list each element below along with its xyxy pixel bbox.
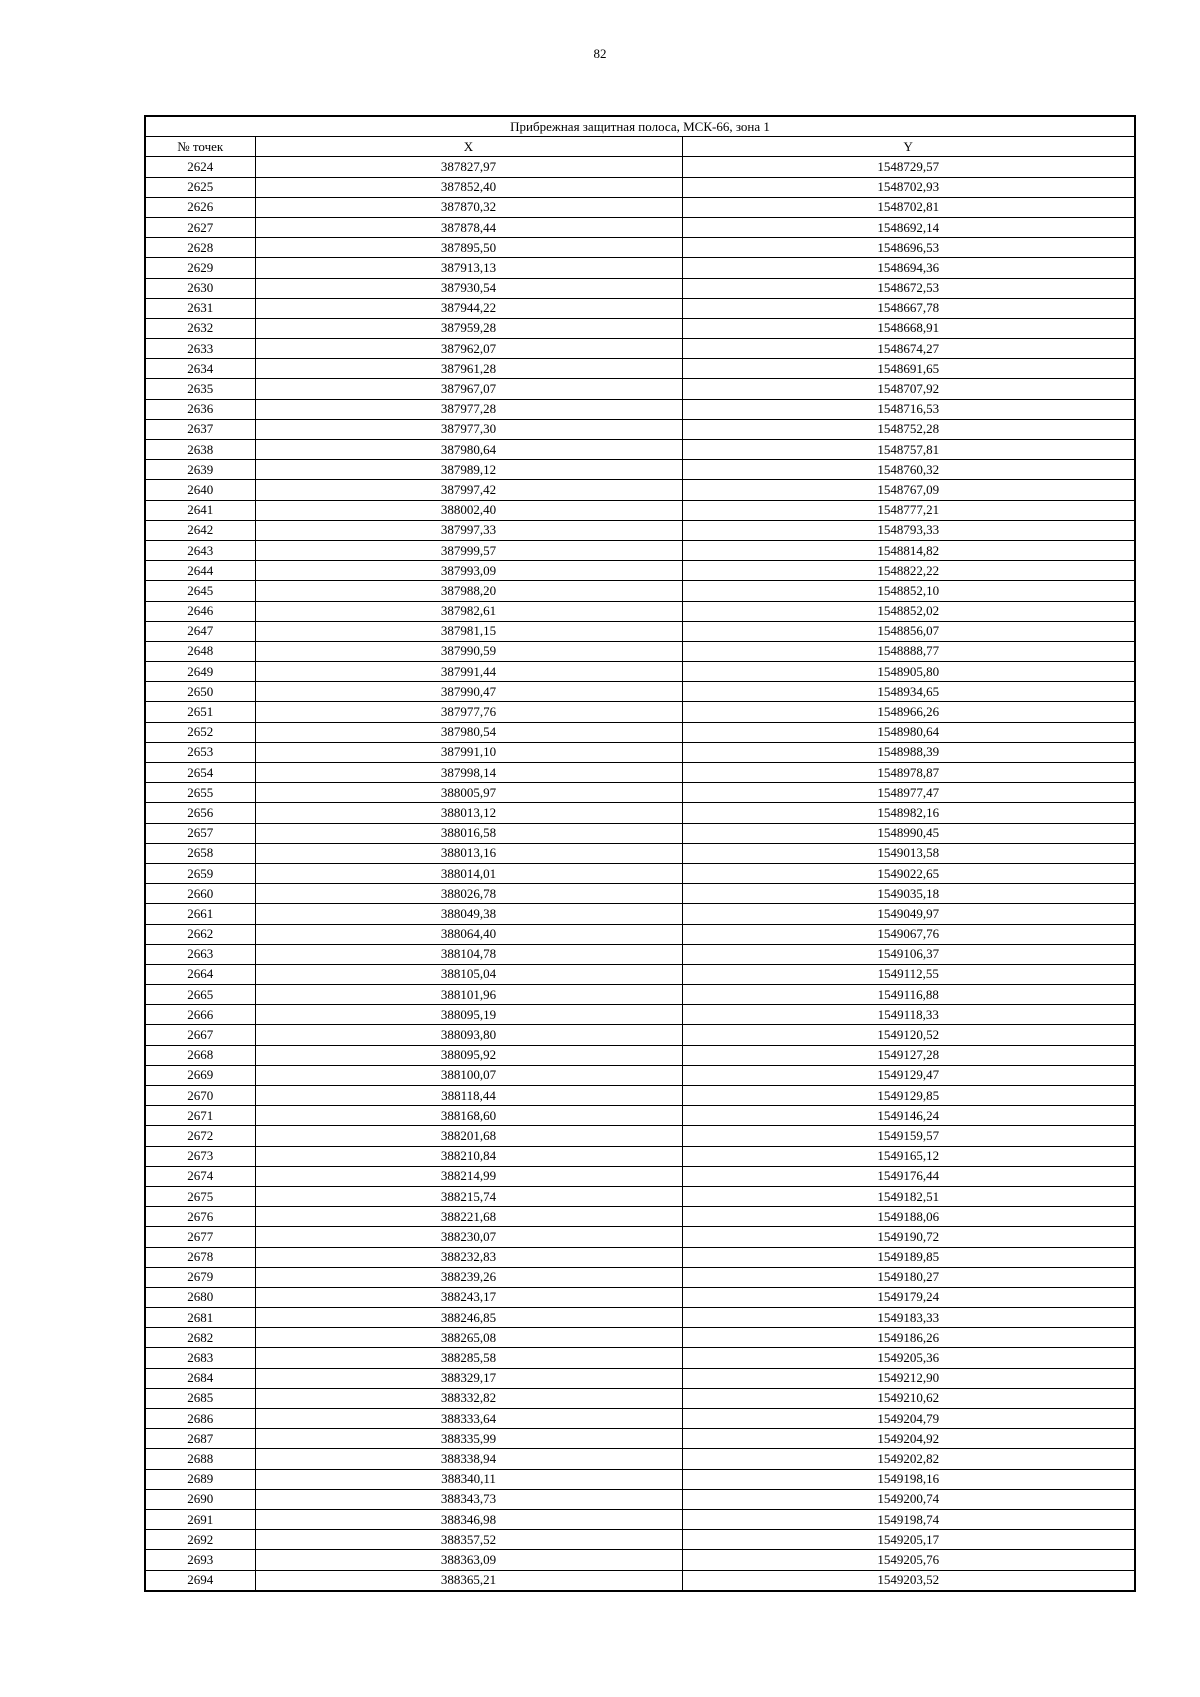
cell-x: 387997,33	[255, 520, 682, 540]
cell-x: 387852,40	[255, 177, 682, 197]
cell-x: 388215,74	[255, 1186, 682, 1206]
cell-point-number: 2661	[145, 904, 255, 924]
cell-point-number: 2677	[145, 1227, 255, 1247]
cell-x: 387988,20	[255, 581, 682, 601]
cell-y: 1548856,07	[682, 621, 1135, 641]
cell-x: 387913,13	[255, 258, 682, 278]
table-row	[145, 1045, 1135, 1065]
table-row	[145, 460, 1135, 480]
table-row	[145, 339, 1135, 359]
cell-x: 388214,99	[255, 1166, 682, 1186]
cell-point-number: 2645	[145, 581, 255, 601]
cell-y: 1548692,14	[682, 217, 1135, 237]
cell-x: 387998,14	[255, 763, 682, 783]
table-row	[145, 399, 1135, 419]
cell-y: 1549190,72	[682, 1227, 1135, 1247]
table-row	[145, 1550, 1135, 1570]
table-row	[145, 197, 1135, 217]
cell-point-number: 2648	[145, 641, 255, 661]
cell-x: 388333,64	[255, 1409, 682, 1429]
cell-y: 1549129,85	[682, 1086, 1135, 1106]
table-row	[145, 823, 1135, 843]
table-row	[145, 1287, 1135, 1307]
table-row	[145, 601, 1135, 621]
table-row	[145, 1146, 1135, 1166]
cell-x: 388064,40	[255, 924, 682, 944]
cell-point-number: 2634	[145, 359, 255, 379]
cell-x: 388343,73	[255, 1489, 682, 1509]
cell-y: 1549118,33	[682, 1005, 1135, 1025]
cell-point-number: 2652	[145, 722, 255, 742]
cell-point-number: 2625	[145, 177, 255, 197]
cell-y: 1549116,88	[682, 985, 1135, 1005]
cell-point-number: 2691	[145, 1509, 255, 1529]
cell-y: 1548934,65	[682, 682, 1135, 702]
cell-point-number: 2682	[145, 1328, 255, 1348]
table-row	[145, 1166, 1135, 1186]
cell-point-number: 2624	[145, 157, 255, 177]
cell-point-number: 2693	[145, 1550, 255, 1570]
cell-point-number: 2658	[145, 843, 255, 863]
cell-y: 1548691,65	[682, 359, 1135, 379]
cell-y: 1548814,82	[682, 540, 1135, 560]
cell-x: 388363,09	[255, 1550, 682, 1570]
cell-y: 1548702,93	[682, 177, 1135, 197]
cell-x: 388221,68	[255, 1207, 682, 1227]
cell-x: 387980,64	[255, 440, 682, 460]
cell-x: 388014,01	[255, 863, 682, 883]
cell-point-number: 2635	[145, 379, 255, 399]
cell-x: 388332,82	[255, 1388, 682, 1408]
cell-y: 1549205,17	[682, 1530, 1135, 1550]
cell-point-number: 2667	[145, 1025, 255, 1045]
cell-point-number: 2678	[145, 1247, 255, 1267]
cell-point-number: 2629	[145, 258, 255, 278]
cell-x: 387980,54	[255, 722, 682, 742]
cell-y: 1549198,74	[682, 1509, 1135, 1529]
cell-y: 1548988,39	[682, 742, 1135, 762]
cell-point-number: 2687	[145, 1429, 255, 1449]
cell-x: 387967,07	[255, 379, 682, 399]
cell-point-number: 2637	[145, 419, 255, 439]
cell-point-number: 2689	[145, 1469, 255, 1489]
cell-x: 388265,08	[255, 1328, 682, 1348]
cell-y: 1549204,92	[682, 1429, 1135, 1449]
cell-x: 388002,40	[255, 500, 682, 520]
cell-x: 387962,07	[255, 339, 682, 359]
cell-point-number: 2685	[145, 1388, 255, 1408]
table-title: Прибрежная защитная полоса, МСК-66, зона 1	[145, 116, 1135, 137]
table-row	[145, 1207, 1135, 1227]
table-row	[145, 561, 1135, 581]
table-row	[145, 1126, 1135, 1146]
cell-y: 1548793,33	[682, 520, 1135, 540]
cell-y: 1549013,58	[682, 843, 1135, 863]
cell-x: 388100,07	[255, 1065, 682, 1085]
table-row	[145, 944, 1135, 964]
cell-x: 387991,44	[255, 662, 682, 682]
table-row	[145, 379, 1135, 399]
cell-point-number: 2663	[145, 944, 255, 964]
cell-x: 387991,10	[255, 742, 682, 762]
cell-x: 388016,58	[255, 823, 682, 843]
table-row	[145, 520, 1135, 540]
cell-y: 1549182,51	[682, 1186, 1135, 1206]
table-row	[145, 298, 1135, 318]
cell-point-number: 2646	[145, 601, 255, 621]
cell-point-number: 2679	[145, 1267, 255, 1287]
table-row	[145, 1086, 1135, 1106]
cell-x: 388246,85	[255, 1308, 682, 1328]
cell-x: 387993,09	[255, 561, 682, 581]
cell-y: 1549179,24	[682, 1287, 1135, 1307]
cell-point-number: 2660	[145, 884, 255, 904]
cell-x: 388239,26	[255, 1267, 682, 1287]
cell-point-number: 2633	[145, 339, 255, 359]
cell-x: 387930,54	[255, 278, 682, 298]
cell-x: 388335,99	[255, 1429, 682, 1449]
table-row	[145, 1469, 1135, 1489]
table-row	[145, 964, 1135, 984]
cell-point-number: 2662	[145, 924, 255, 944]
cell-point-number: 2686	[145, 1409, 255, 1429]
cell-x: 388005,97	[255, 783, 682, 803]
cell-x: 387895,50	[255, 238, 682, 258]
cell-point-number: 2644	[145, 561, 255, 581]
cell-y: 1548982,16	[682, 803, 1135, 823]
cell-y: 1549186,26	[682, 1328, 1135, 1348]
cell-y: 1549188,06	[682, 1207, 1135, 1227]
cell-point-number: 2690	[145, 1489, 255, 1509]
cell-y: 1549202,82	[682, 1449, 1135, 1469]
cell-x: 388357,52	[255, 1530, 682, 1550]
cell-x: 387977,28	[255, 399, 682, 419]
cell-x: 388026,78	[255, 884, 682, 904]
table-row	[145, 1065, 1135, 1085]
cell-point-number: 2647	[145, 621, 255, 641]
table-row	[145, 1489, 1135, 1509]
table-row	[145, 702, 1135, 722]
cell-x: 387982,61	[255, 601, 682, 621]
table-row	[145, 318, 1135, 338]
table-row	[145, 1106, 1135, 1126]
cell-y: 1548977,47	[682, 783, 1135, 803]
cell-y: 1548905,80	[682, 662, 1135, 682]
cell-y: 1548707,92	[682, 379, 1135, 399]
cell-point-number: 2669	[145, 1065, 255, 1085]
cell-point-number: 2672	[145, 1126, 255, 1146]
cell-x: 387977,76	[255, 702, 682, 722]
cell-x: 388105,04	[255, 964, 682, 984]
cell-y: 1549106,37	[682, 944, 1135, 964]
table-row	[145, 662, 1135, 682]
table-row	[145, 682, 1135, 702]
cell-point-number: 2642	[145, 520, 255, 540]
cell-x: 388232,83	[255, 1247, 682, 1267]
table-row	[145, 884, 1135, 904]
cell-point-number: 2650	[145, 682, 255, 702]
cell-point-number: 2630	[145, 278, 255, 298]
cell-x: 388243,17	[255, 1287, 682, 1307]
table-row	[145, 217, 1135, 237]
cell-y: 1548702,81	[682, 197, 1135, 217]
cell-y: 1549189,85	[682, 1247, 1135, 1267]
cell-x: 387990,47	[255, 682, 682, 702]
cell-y: 1549159,57	[682, 1126, 1135, 1146]
cell-point-number: 2692	[145, 1530, 255, 1550]
cell-x: 388013,12	[255, 803, 682, 823]
cell-point-number: 2683	[145, 1348, 255, 1368]
cell-point-number: 2694	[145, 1570, 255, 1591]
cell-y: 1548852,10	[682, 581, 1135, 601]
cell-point-number: 2676	[145, 1207, 255, 1227]
table-row	[145, 1005, 1135, 1025]
cell-point-number: 2665	[145, 985, 255, 1005]
cell-point-number: 2654	[145, 763, 255, 783]
table-row	[145, 540, 1135, 560]
table-row	[145, 1449, 1135, 1469]
cell-x: 388340,11	[255, 1469, 682, 1489]
table-row	[145, 177, 1135, 197]
table-row	[145, 641, 1135, 661]
cell-y: 1549129,47	[682, 1065, 1135, 1085]
cell-point-number: 2666	[145, 1005, 255, 1025]
cell-x: 388201,68	[255, 1126, 682, 1146]
cell-y: 1548978,87	[682, 763, 1135, 783]
cell-y: 1549205,76	[682, 1550, 1135, 1570]
table-row	[145, 1368, 1135, 1388]
cell-y: 1548852,02	[682, 601, 1135, 621]
table-row	[145, 500, 1135, 520]
cell-x: 388365,21	[255, 1570, 682, 1591]
cell-x: 387878,44	[255, 217, 682, 237]
table-row	[145, 1328, 1135, 1348]
cell-y: 1549200,74	[682, 1489, 1135, 1509]
cell-y: 1549165,12	[682, 1146, 1135, 1166]
table-row	[145, 1509, 1135, 1529]
cell-x: 388101,96	[255, 985, 682, 1005]
table-row	[145, 359, 1135, 379]
cell-y: 1549176,44	[682, 1166, 1135, 1186]
cell-y: 1548760,32	[682, 460, 1135, 480]
cell-x: 388118,44	[255, 1086, 682, 1106]
cell-y: 1548990,45	[682, 823, 1135, 843]
cell-x: 388210,84	[255, 1146, 682, 1166]
cell-y: 1548674,27	[682, 339, 1135, 359]
cell-x: 387961,28	[255, 359, 682, 379]
cell-y: 1548667,78	[682, 298, 1135, 318]
table-row	[145, 1247, 1135, 1267]
table-row	[145, 783, 1135, 803]
cell-point-number: 2641	[145, 500, 255, 520]
cell-point-number: 2680	[145, 1287, 255, 1307]
header-point-number: № точек	[145, 137, 255, 157]
cell-y: 1548668,91	[682, 318, 1135, 338]
cell-x: 388338,94	[255, 1449, 682, 1469]
cell-y: 1548888,77	[682, 641, 1135, 661]
header-y: Y	[682, 137, 1135, 157]
cell-point-number: 2649	[145, 662, 255, 682]
cell-point-number: 2638	[145, 440, 255, 460]
cell-x: 388230,07	[255, 1227, 682, 1247]
table-row	[145, 803, 1135, 823]
page-number: 82	[593, 46, 607, 61]
cell-x: 388329,17	[255, 1368, 682, 1388]
cell-y: 1548980,64	[682, 722, 1135, 742]
table-row	[145, 157, 1135, 177]
cell-y: 1548767,09	[682, 480, 1135, 500]
cell-y: 1549180,27	[682, 1267, 1135, 1287]
coordinates-table	[144, 115, 1136, 1592]
cell-point-number: 2684	[145, 1368, 255, 1388]
cell-y: 1548696,53	[682, 238, 1135, 258]
table-row	[145, 924, 1135, 944]
cell-y: 1549067,76	[682, 924, 1135, 944]
cell-point-number: 2668	[145, 1045, 255, 1065]
table-row	[145, 1308, 1135, 1328]
cell-point-number: 2664	[145, 964, 255, 984]
table-row	[145, 722, 1135, 742]
table-row	[145, 904, 1135, 924]
cell-point-number: 2651	[145, 702, 255, 722]
cell-point-number: 2673	[145, 1146, 255, 1166]
cell-y: 1549203,52	[682, 1570, 1135, 1591]
cell-x: 388013,16	[255, 843, 682, 863]
cell-x: 387959,28	[255, 318, 682, 338]
cell-point-number: 2639	[145, 460, 255, 480]
cell-point-number: 2659	[145, 863, 255, 883]
cell-x: 388104,78	[255, 944, 682, 964]
cell-y: 1549035,18	[682, 884, 1135, 904]
cell-y: 1549205,36	[682, 1348, 1135, 1368]
cell-point-number: 2653	[145, 742, 255, 762]
table-row	[145, 1409, 1135, 1429]
cell-x: 387997,42	[255, 480, 682, 500]
table-row	[145, 1530, 1135, 1550]
table-title-row	[145, 116, 1135, 137]
cell-point-number: 2632	[145, 318, 255, 338]
cell-y: 1549210,62	[682, 1388, 1135, 1408]
table-row	[145, 742, 1135, 762]
cell-point-number: 2670	[145, 1086, 255, 1106]
cell-y: 1549049,97	[682, 904, 1135, 924]
table-row	[145, 1570, 1135, 1591]
cell-y: 1548777,21	[682, 500, 1135, 520]
table-row	[145, 238, 1135, 258]
table-row	[145, 440, 1135, 460]
table-row	[145, 863, 1135, 883]
cell-x: 388346,98	[255, 1509, 682, 1529]
cell-x: 387870,32	[255, 197, 682, 217]
cell-x: 387944,22	[255, 298, 682, 318]
cell-y: 1548729,57	[682, 157, 1135, 177]
cell-x: 387827,97	[255, 157, 682, 177]
cell-point-number: 2626	[145, 197, 255, 217]
table-row	[145, 1429, 1135, 1449]
cell-point-number: 2643	[145, 540, 255, 560]
cell-x: 387999,57	[255, 540, 682, 560]
table-row	[145, 621, 1135, 641]
cell-y: 1549127,28	[682, 1045, 1135, 1065]
cell-x: 388285,58	[255, 1348, 682, 1368]
cell-point-number: 2674	[145, 1166, 255, 1186]
cell-x: 388049,38	[255, 904, 682, 924]
table-row	[145, 480, 1135, 500]
header-x: X	[255, 137, 682, 157]
cell-y: 1548752,28	[682, 419, 1135, 439]
cell-x: 388168,60	[255, 1106, 682, 1126]
cell-y: 1548672,53	[682, 278, 1135, 298]
cell-point-number: 2631	[145, 298, 255, 318]
cell-y: 1549198,16	[682, 1469, 1135, 1489]
cell-point-number: 2655	[145, 783, 255, 803]
table-row	[145, 843, 1135, 863]
cell-point-number: 2628	[145, 238, 255, 258]
cell-y: 1549146,24	[682, 1106, 1135, 1126]
cell-y: 1548716,53	[682, 399, 1135, 419]
table-row	[145, 1186, 1135, 1206]
table-row	[145, 1388, 1135, 1408]
cell-y: 1549112,55	[682, 964, 1135, 984]
cell-x: 388095,92	[255, 1045, 682, 1065]
cell-y: 1548822,22	[682, 561, 1135, 581]
cell-y: 1549204,79	[682, 1409, 1135, 1429]
table-body	[145, 157, 1135, 1591]
cell-x: 387977,30	[255, 419, 682, 439]
table-row	[145, 1267, 1135, 1287]
table-row	[145, 1227, 1135, 1247]
cell-y: 1549183,33	[682, 1308, 1135, 1328]
cell-point-number: 2656	[145, 803, 255, 823]
cell-x: 387990,59	[255, 641, 682, 661]
table-row	[145, 419, 1135, 439]
cell-x: 387981,15	[255, 621, 682, 641]
cell-point-number: 2627	[145, 217, 255, 237]
cell-y: 1549212,90	[682, 1368, 1135, 1388]
cell-y: 1548966,26	[682, 702, 1135, 722]
cell-point-number: 2675	[145, 1186, 255, 1206]
cell-x: 388093,80	[255, 1025, 682, 1045]
cell-y: 1549022,65	[682, 863, 1135, 883]
table-row	[145, 1025, 1135, 1045]
table-row	[145, 985, 1135, 1005]
cell-point-number: 2681	[145, 1308, 255, 1328]
table-row	[145, 763, 1135, 783]
cell-point-number: 2688	[145, 1449, 255, 1469]
cell-x: 387989,12	[255, 460, 682, 480]
cell-y: 1548757,81	[682, 440, 1135, 460]
cell-point-number: 2657	[145, 823, 255, 843]
table-row	[145, 278, 1135, 298]
table-row	[145, 581, 1135, 601]
table-header-row	[145, 137, 1135, 157]
table-row	[145, 1348, 1135, 1368]
cell-point-number: 2640	[145, 480, 255, 500]
cell-y: 1549120,52	[682, 1025, 1135, 1045]
cell-x: 388095,19	[255, 1005, 682, 1025]
cell-point-number: 2636	[145, 399, 255, 419]
cell-point-number: 2671	[145, 1106, 255, 1126]
table-row	[145, 258, 1135, 278]
cell-y: 1548694,36	[682, 258, 1135, 278]
